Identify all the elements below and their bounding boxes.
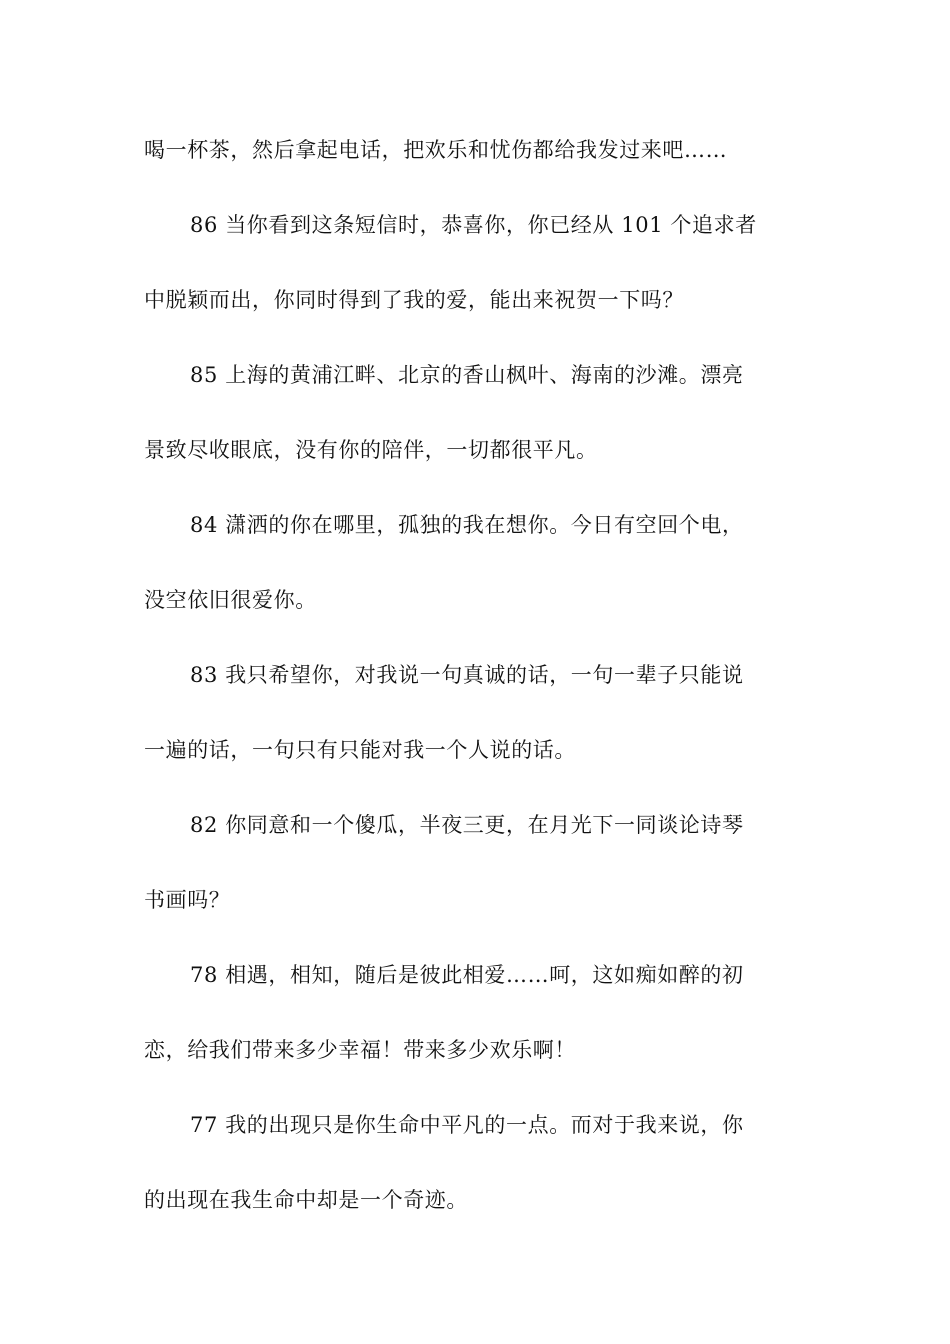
paragraph-84-line-2: 没空依旧很爱你。: [144, 588, 317, 612]
paragraph-78-line-1: 78 相遇，相知，随后是彼此相爱……呵，这如痴如醉的初: [190, 963, 744, 987]
paragraph-86-line-2: 中脱颖而出，你同时得到了我的爱，能出来祝贺一下吗？: [144, 288, 684, 312]
paragraph-82-line-2: 书画吗？: [144, 888, 231, 912]
paragraph-82-line-1: 82 你同意和一个傻瓜，半夜三更，在月光下一同谈论诗琴: [190, 813, 744, 837]
paragraph-84-line-1: 84 潇洒的你在哪里，孤独的我在想你。今日有空回个电，: [190, 513, 744, 537]
paragraph-77-line-2: 的出现在我生命中却是一个奇迹。: [144, 1188, 468, 1212]
paragraph-78-line-2: 恋，给我们带来多少幸福！带来多少欢乐啊！: [144, 1038, 576, 1062]
paragraph-85-line-1: 85 上海的黄浦江畔、北京的香山枫叶、海南的沙滩。漂亮: [190, 363, 744, 387]
paragraph-86-line-1: 86 当你看到这条短信时，恭喜你，你已经从 101 个追求者: [190, 213, 757, 237]
paragraph-77-line-1: 77 我的出现只是你生命中平凡的一点。而对于我来说，你: [190, 1113, 744, 1137]
paragraph-83-line-2: 一遍的话，一句只有只能对我一个人说的话。: [144, 738, 576, 762]
paragraph-83-line-1: 83 我只希望你，对我说一句真诚的话，一句一辈子只能说: [190, 663, 744, 687]
paragraph-85-line-2: 景致尽收眼底，没有你的陪伴，一切都很平凡。: [144, 438, 598, 462]
text-line: 喝一杯茶，然后拿起电话，把欢乐和忧伤都给我发过来吧……: [144, 138, 728, 162]
